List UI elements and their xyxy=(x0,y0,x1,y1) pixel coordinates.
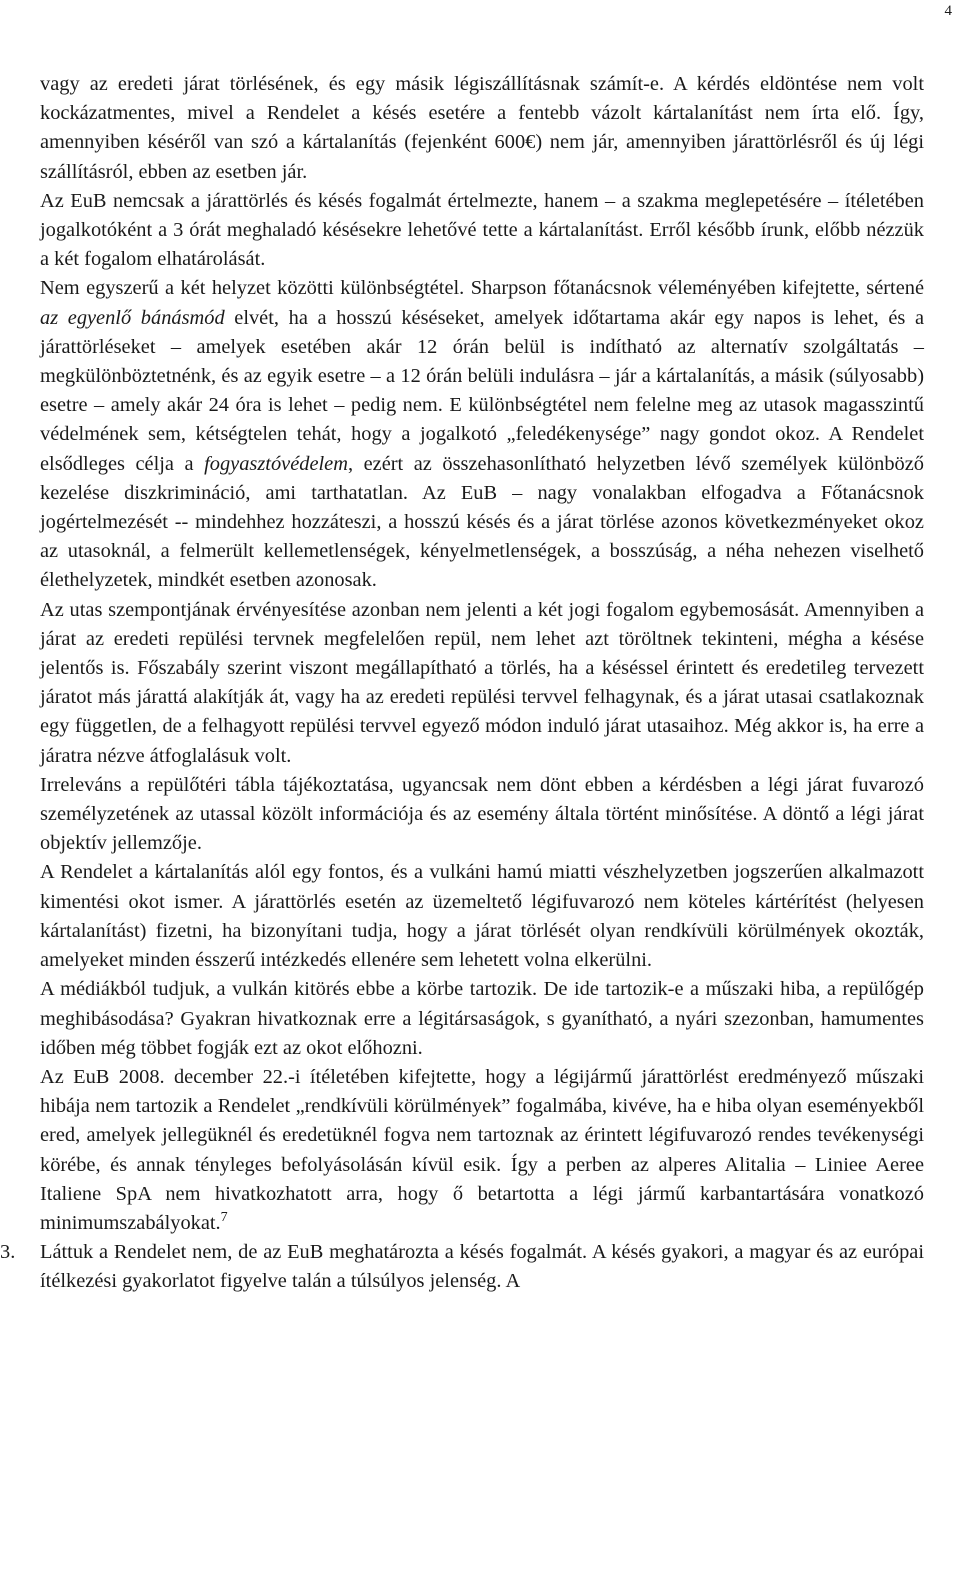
list-number: 3. xyxy=(0,1241,16,1264)
paragraph-text: Az utas szempontjának érvényesítése azonban nem jelenti a két jogi fogalom egybemosását. Amennyiben a járat az eredeti repülési tervnek megfelelően repül, nem lehet azt töröltnek tekinteni, mégha a késése jelentős is. Főszabály szerint viszont megállapítható a törlés, ha a késéssel érintett és eredetileg tervezett járatot más járattá alakítják át, vagy ha az eredeti repülési tervvel felhagynak, és a járat utasai csatlakoznak egy független, de a felhagyott repülési tervvel egyező módon induló járat utasaihoz. Még akkor is, ha erre a járatra nézve átfoglalásuk volt. xyxy=(40,598,924,767)
paragraph xyxy=(40,70,924,187)
emphasis-text: fogyasztóvédelem xyxy=(204,452,348,475)
emphasis-text: az egyenlő bánásmód xyxy=(40,306,225,329)
paragraph-text: Nem egyszerű a két helyzet közötti különbségtétel. Sharpson főtanácsnok véleményében kifejtette, sértené xyxy=(40,277,924,300)
paragraph-text: A Rendelet a kártalanítás alól egy fontos, és a vulkáni hamú miatti vészhelyzetben jogszerűen alkalmazott kimentési okot ismer. A járattörlés esetén az üzemeltető légifuvarozó nem köteles kártérítést (helyesen kártalanítást) fizetni, ha bizonyítani tudja, hogy a járat törlését olyan rendkívüli körülmények okozták, amelyeket minden ésszerű intézkedés ellenére sem lehetett volna elkerülni. xyxy=(40,861,924,972)
footnote-reference: 7 xyxy=(220,1209,228,1225)
paragraph-text: Az EuB 2008. december 22.-i ítéletében kifejtette, hogy a légijármű járattörlést eredményező műszaki hibája nem tartozik a Rendelet „rendkívüli körülmények” fogalmába, kivéve, ha e hiba olyan eseményekből ered, amelyek jellegüknél és eredetüknél fogva nem tartoznak az érintett légifuvarozó rendes tevékenységi körébe, és annak tényleges befolyásolásán kívül esik. Így a perben az alperes Alitalia – Liniee Aeree Italiene SpA nem hivatkozhatott arra, hogy ő betartotta a légi jármű karbantartására vonatkozó minimumszabályokat. xyxy=(40,1065,924,1234)
page-number: 4 xyxy=(944,3,952,19)
paragraph xyxy=(40,187,924,275)
paragraph xyxy=(40,1063,924,1238)
paragraph xyxy=(40,858,924,975)
paragraph xyxy=(40,274,924,595)
paragraph-text: , ezért az összehasonlítható helyzetben lévő személyek különböző kezelése diszkrimináció, ami tarthatatlan. Az EuB – nagy vonalakban elfogadva a Főtanácsnok jogértelmezését -- mindehhez hozzáteszi, a hosszú késés és a járat törlése azonos következményeket okoz az utasoknál, a felmerült kellemetlenségek, kényelmetlenségek, a bosszúság, a néha nehezen viselhető élethelyzetek, mindkét esetben azonosak. xyxy=(40,452,924,592)
paragraph-text: elvét, ha a hosszú késéseket, amelyek időtartama akár egy napos is lehet, és a járattörléseket – amelyek esetében akár 12 órán belül is indítható az alternatív szolgáltatás – megkülönböztetnénk, és az egyik esetre – a 12 órán belüli indulásra – jár a kártalanítás, a másik (súlyosabb) esetre – amely akár 24 óra is lehet – pedig nem. E különbségtétel nem felelne meg az utasok magasszintű védelmének sem, kétségtelen tehát, hogy a jogalkotó „feledékenysége” nagy gondot okoz. A Rendelet elsődleges célja a xyxy=(40,306,924,475)
paragraph-text: A médiákból tudjuk, a vulkán kitörés ebbe a körbe tartozik. De ide tartozik-e a műszaki hiba, a repülőgép meghibásodása? Gyakran hivatkoznak erre a légitársaságok, s gyanítható, a nyári szezonban, hamumentes időben még többet fogják ezt az okot előhozni. xyxy=(40,978,924,1059)
paragraph-text: vagy az eredeti járat törlésének, és egy másik légiszállításnak számít-e. A kérdés eldöntése nem volt kockázatmentes, mivel a Rendelet a késés esetére a fentebb vázolt kártalanítást nem írta elő. Így, amennyiben késéről van szó a kártalanítás (fejenként 600€) nem jár, amennyiben járattörlésről és új légi szállításról, ebben az esetben jár. xyxy=(40,73,924,183)
paragraph xyxy=(40,771,924,859)
paragraph-text: Láttuk a Rendelet nem, de az EuB meghatározta a késés fogalmát. A késés gyakori, a magyar és az európai ítélkezési gyakorlatot figyelve talán a túlsúlyos jelenség. A xyxy=(40,1241,924,1293)
paragraph xyxy=(40,975,924,1063)
paragraph-text: Irreleváns a repülőtéri tábla tájékoztatása, ugyancsak nem dönt ebben a kérdésben a légi járat fuvarozó személyzetének az utassal közölt információja és az esemény általa történt minősítése. A döntő a légi járat objektív jellemzője. xyxy=(40,773,924,855)
paragraph-text: Az EuB nemcsak a járattörlés és késés fogalmát értelmezte, hanem – a szakma meglepetésére – ítéletében jogalkotóként a 3 órát meghaladó késésekre lehetővé tette a kártalanítást. Erről később írunk, előbb nézzük a két fogalom elhatárolását. xyxy=(40,189,924,271)
paragraph xyxy=(40,596,924,771)
page-body xyxy=(0,70,924,1297)
numbered-paragraph xyxy=(0,1238,924,1296)
